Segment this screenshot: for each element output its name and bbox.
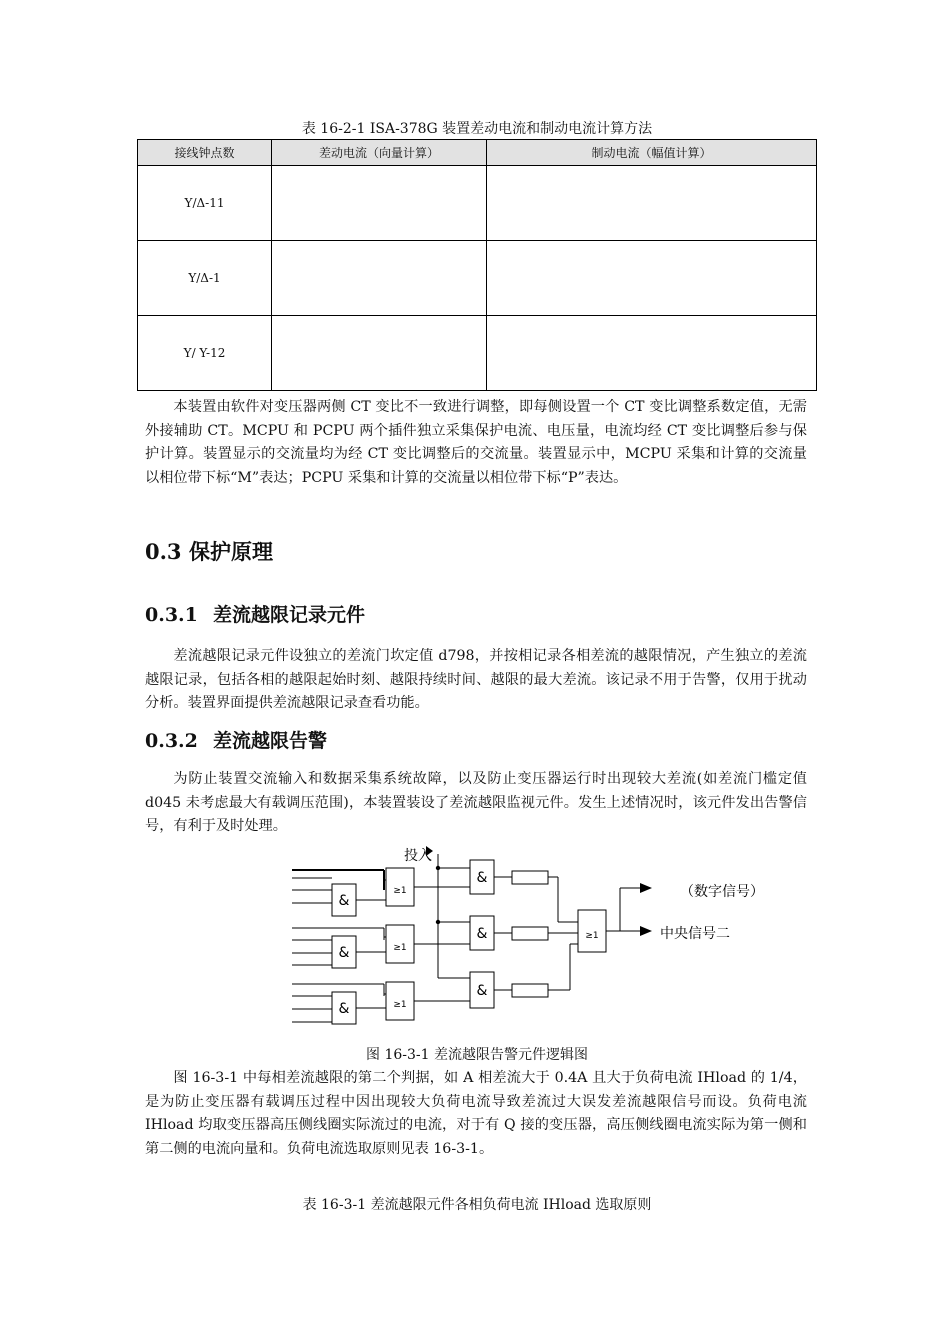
table-cell: [272, 316, 487, 391]
digital-signal-label: （数字信号）: [680, 884, 764, 900]
table-cell: Y/Δ-11: [138, 166, 272, 241]
table-header-cell: 差动电流（向量计算）: [272, 140, 487, 166]
table-row: [138, 316, 817, 391]
subsection-number: 0.3.2: [145, 730, 198, 752]
or-gate-label: ≥1: [585, 931, 599, 941]
table-row: [138, 241, 817, 316]
and-gate-label: &: [476, 983, 488, 999]
or-gate-label: ≥1: [393, 1000, 407, 1010]
paragraph: 为防止装置交流输入和数据采集系统故障，以及防止变压器运行时出现较大差流(如差流门槛定值 d045 未考虑最大有载调压范围)，本装置装设了差流越限监视元件。发生上述情况时，该元件发出告警信号，有利于及时处理。: [145, 771, 807, 834]
table-cell: Y/ Y-12: [138, 316, 272, 391]
and-gate-label: &: [476, 870, 488, 886]
or-gate-label: ≥1: [393, 886, 407, 896]
table-cell: [487, 166, 817, 241]
and-gate-label: &: [476, 926, 488, 942]
section-number: 0.3: [145, 539, 182, 564]
paragraph: 差流越限记录元件设独立的差流门坎定值 d798，并按相记录各相差流的越限情况，产生独立的差流越限记录，包括各相的越限起始时刻、越限持续时间、越限的最大差流。该记录不用于告警，仅用于扰动分析。装置界面提供差流越限记录查看功能。: [145, 648, 807, 711]
subsection-title: 差流越限记录元件: [213, 604, 366, 626]
figure-caption: 图 16-3-1 差流越限告警元件逻辑图: [366, 1047, 588, 1063]
subsection-heading: [145, 600, 365, 627]
table-row: [138, 166, 817, 241]
table-caption: 表 16-3-1 差流越限元件各相负荷电流 IHload 选取原则: [302, 1197, 652, 1213]
subsection-title: 差流越限告警: [213, 730, 328, 752]
section-title: 保护原理: [189, 539, 273, 564]
logic-diagram: [290, 840, 810, 1032]
table-cell: [487, 241, 817, 316]
table-cell: [272, 166, 487, 241]
table-header-cell: 接线钟点数: [138, 140, 272, 166]
table-caption: 表 16-2-1 ISA-378G 装置差动电流和制动电流计算方法: [301, 121, 653, 137]
and-gate-label: &: [338, 1001, 350, 1017]
paragraph: 图 16-3-1 中每相差流越限的第二个判据，如 A 相差流大于 0.4A 且大于负荷电流 IHload 的 1/4，是为防止变压器有载调压过程中因出现较大负荷电流导致差流过大误发差流越限信号而设。负荷电流 IHload 均取变压器高压侧线圈实际流过的电流，对于有 Q 接的变压器，高压侧线圈电流实际为第一侧和第二侧的电流向量和。负荷电流选取原则见表 16-3-1。: [145, 1070, 807, 1157]
paragraph: 本装置由软件对变压器两侧 CT 变比不一致进行调整，即每侧设置一个 CT 变比调整系数定值，无需外接辅助 CT。MCPU 和 PCPU 两个插件独立采集保护电流、电压量，电流均经 CT 变比调整后参与保护计算。装置显示的交流量均为经 CT 变比调整后的交流量。装置显示中，MCPU 采集和计算的交流量以相位带下标“M”表达；PCPU 采集和计算的交流量以相位带下标“P”表达。: [145, 399, 807, 486]
table-cell: [487, 316, 817, 391]
subsection-heading: [145, 726, 327, 753]
central-signal-label: 中央信号二: [660, 926, 730, 942]
and-gate-label: &: [338, 893, 350, 909]
or-gate-label: ≥1: [393, 943, 407, 953]
table-cell: Y/Δ-1: [138, 241, 272, 316]
table-cell: [272, 241, 487, 316]
subsection-number: 0.3.1: [145, 604, 198, 626]
table-header-cell: 制动电流（幅值计算）: [487, 140, 817, 166]
input-label: 投入: [404, 848, 432, 864]
and-gate-label: &: [338, 945, 350, 961]
section-heading: [145, 536, 273, 566]
calculation-table: [137, 139, 817, 391]
